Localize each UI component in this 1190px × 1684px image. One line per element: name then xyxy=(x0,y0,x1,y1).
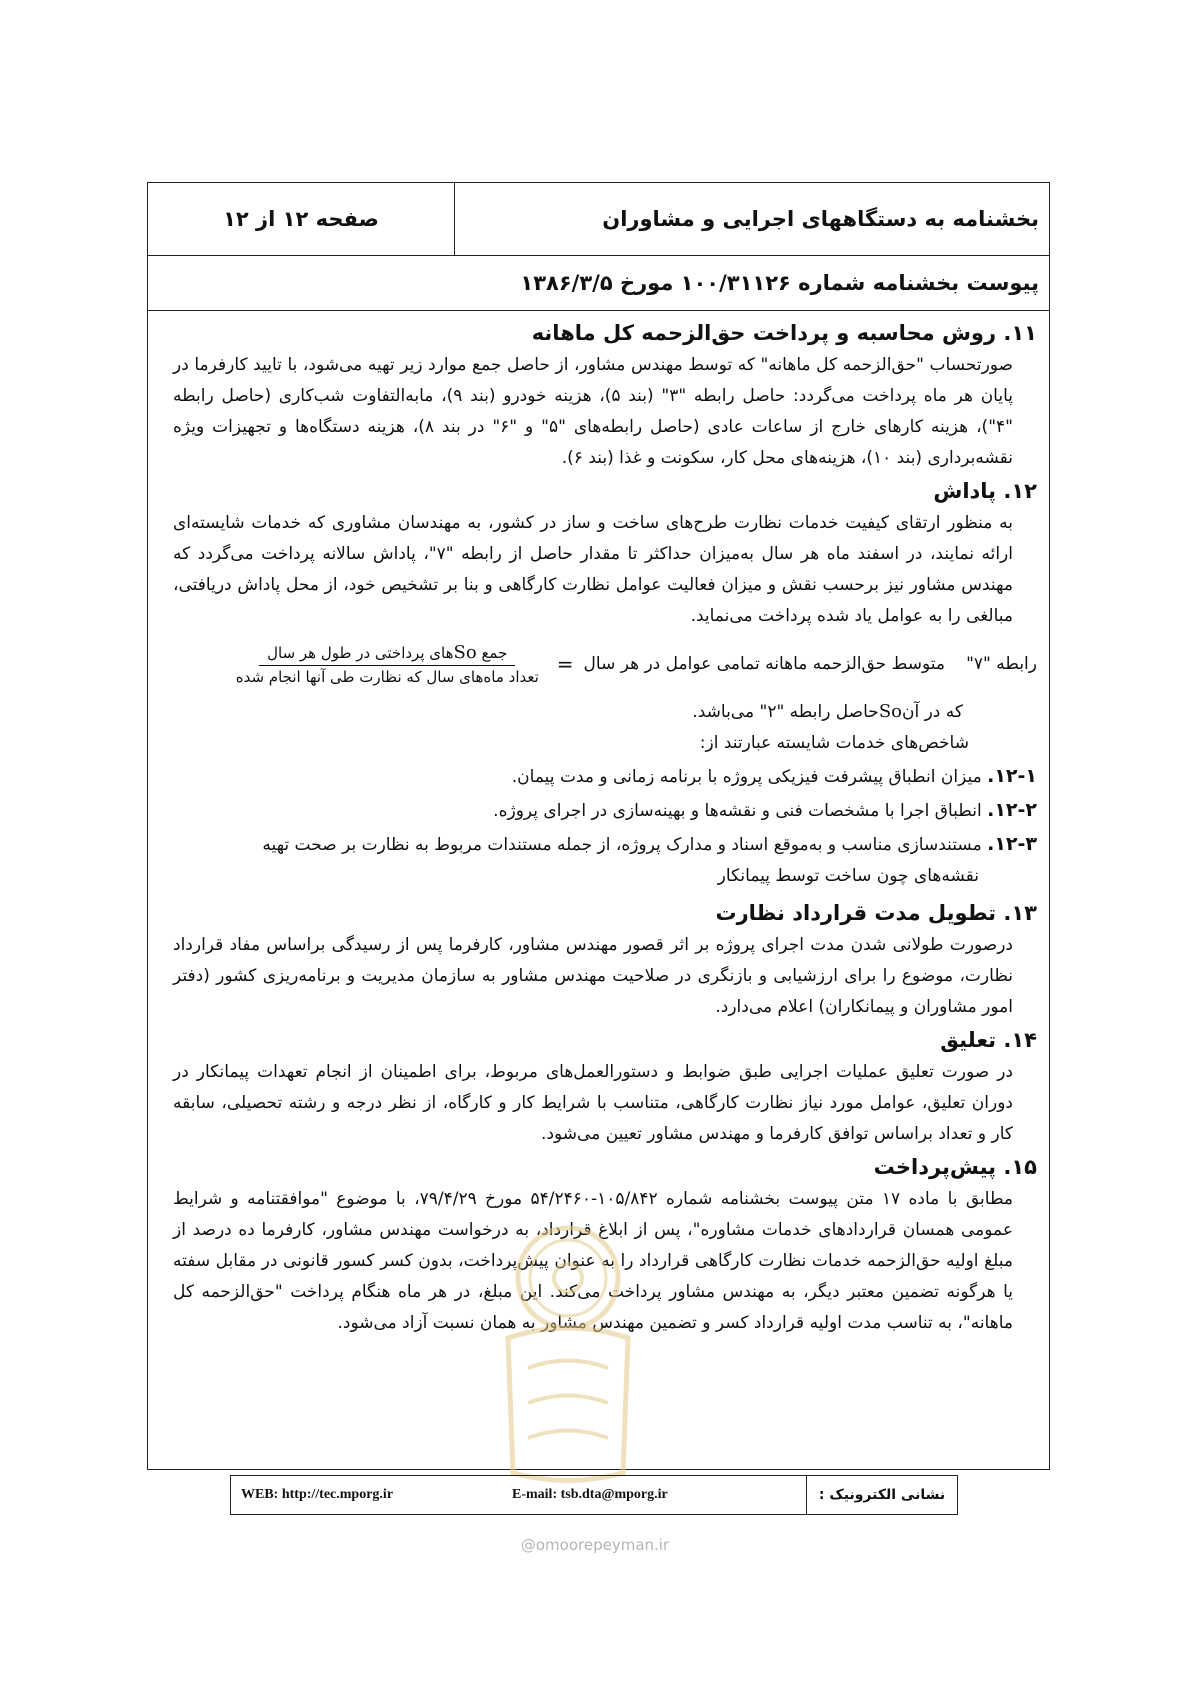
page-number: صفحه ۱۲ از ۱۲ xyxy=(223,207,379,231)
section-11-body: صورتحساب "حق‌الزحمه کل ماهانه" که توسط مهندس مشاور، از حاصل جمع موارد زیر تهیه می‌شود، با تایید کارفرما در پایان هر ماه پرداخت می‌گردد: حاصل رابطه "۳" (بند ۵)، هزینه خودرو (بند ۹)، مابه‌التفاوت شب‌کاری (حاصل رابطه "۴")، هزینه کارهای خارج از ساعات عادی (حاصل رابطه‌های "۵" و "۶" در بند ۸)، هزینه دستگاه‌ها و تجهیزات ویژه نقشه‌برداری (بند ۱۰)، هزینه‌های محل کار، سکونت و غذا (بند ۶). xyxy=(173,355,1013,468)
web-label: WEB: xyxy=(241,1487,279,1502)
criteria-item-1 xyxy=(173,761,1037,793)
section-15-body: مطابق با ماده ۱۷ متن پیوست بخشنامه شماره ۱۰۵/۸۴۲-۵۴/۲۴۶۰ مورخ ۷۹/۴/۲۹، با موضوع "موافقتنامه و شرایط عمومی همسان قراردادهای خدمات مشاوره"، پس از ابلاغ قرارداد، به درخواست مهندس مشاور، کارفرما ده درصد از مبلغ اولیه حق‌الزحمه خدمات نظارت کارگاهی قرارداد را به عنوان پیش‌پرداخت، بدون کسر کسور قانونی در مقابل سفته یا هرگونه تضمین معتبر دیگر، به مهندس مشاور پرداخت می‌کند. این مبلغ، در هر ماه هنگام پرداخت "حق‌الزحمه کل ماهانه"، به تناسب مدت اولیه قرارداد کسر و تضمین مهندس مشاور به همان نسبت آزاد می‌شود. xyxy=(173,1189,1013,1333)
web-link[interactable]: http://tec.mporg.ir xyxy=(281,1487,394,1502)
footer-website xyxy=(231,1487,476,1503)
section-11-heading: ۱۱. روش محاسبه و پرداخت حق‌الزحمه کل ماهانه xyxy=(531,321,1037,345)
numerator-pre: جمع xyxy=(481,644,508,662)
criteria-intro: شاخص‌های خدمات شایسته عبارتند از: xyxy=(699,733,969,753)
criteria-item-number: ۱۲-۲. xyxy=(987,799,1037,821)
formula-label: رابطه "۷" xyxy=(966,654,1037,674)
section-12-heading: ۱۲. پاداش xyxy=(933,479,1037,503)
formula-7 xyxy=(173,632,1037,696)
where-pre: که در آن xyxy=(901,702,963,722)
criteria-item-3 xyxy=(173,829,1037,861)
where-post: حاصل رابطه "۲" می‌باشد. xyxy=(692,702,879,722)
criteria-item-3-continued: نقشه‌های چون ساخت توسط پیمانکار xyxy=(717,866,979,886)
formula-equals: = xyxy=(556,652,574,676)
section-14-heading: ۱۴. تعلیق xyxy=(940,1028,1037,1052)
section-12-body: به منظور ارتقای کیفیت خدمات نظارت طرح‌های ساخت و ساز در کشور، به مهندسان مشاوری که خدمات شایسته‌ای ارائه نمایند، در اسفند ماه هر سال به‌میزان حداکثر تا مقدار حاصل از رابطه "۷"، پاداش سالانه پرداخت می‌گردد که مهندس مشاور نیز برحسب نقش و میزان فعالیت عوامل نظارت کارگاهی و بنا بر تشخیص خود، از محل پاداش دریافتی، مبالغی را به عوامل یاد شده پرداخت می‌نماید. xyxy=(173,513,1013,626)
watermark-text: @omoorepeyman.ir xyxy=(520,1536,670,1554)
circular-title: بخشنامه به دستگاههای اجرایی و مشاوران xyxy=(454,183,1049,255)
section-13-body: درصورت طولانی شدن مدت اجرای پروژه بر اثر قصور مهندس مشاور، کارفرما پس از رسیدگی براساس مفاد قرارداد نظارت، موضوع را برای ارزشیابی و بازنگری در صلاحیت مهندس مشاور به سازمان مدیریت و برنامه‌ریزی کشور (دفتر امور مشاوران و پیمانکاران) اعلام می‌دارد. xyxy=(173,935,1013,1017)
where-symbol: So xyxy=(878,701,902,722)
formula-denominator: تعداد ماه‌های سال که نظارت طی آنها انجام شده xyxy=(235,668,539,686)
section-14-body: در صورت تعلیق عملیات اجرایی طبق ضوابط و دستورالعمل‌های مربوط، برای اطمینان از انجام تعهدات پیمانکار در دوران تعلیق، عوامل مورد نیاز نظارت کارگاهی، متناسب با شرایط کار و کارگاه، از نظر درجه و رشته تحصیلی، سابقه کار و تعداد براساس توافق کارفرما و مهندس مشاور تعیین می‌شود. xyxy=(173,1062,1013,1144)
criteria-item-number: ۱۲-۱. xyxy=(987,765,1037,787)
so-symbol: So xyxy=(453,642,477,663)
header-row xyxy=(148,183,1049,256)
criteria-item-2 xyxy=(173,795,1037,827)
criteria-item-number: ۱۲-۳. xyxy=(987,833,1037,855)
formula-lhs: متوسط حق‌الزحمه ماهانه تمامی عوامل در هر سال xyxy=(583,654,945,674)
email-link[interactable]: tsb.dta@mporg.ir xyxy=(560,1487,668,1502)
document-frame xyxy=(147,182,1050,1470)
email-label: E-mail: xyxy=(512,1487,558,1502)
formula-where xyxy=(173,696,963,728)
annex-title: پیوست بخشنامه شماره ۱۰۰/۳۱۱۲۶ مورخ ۱۳۸۶/۳/۵ xyxy=(148,255,1049,311)
contact-label: نشانی الکترونیک : xyxy=(806,1476,957,1514)
section-13-heading: ۱۳. تطویل مدت قرارداد نظارت xyxy=(715,901,1037,925)
section-15-heading: ۱۵. پیش‌پرداخت xyxy=(873,1155,1037,1179)
criteria-item-text: انطباق اجرا با مشخصات فنی و نقشه‌ها و بهینه‌سازی در اجرای پروژه. xyxy=(493,801,982,821)
formula-fraction xyxy=(228,642,547,686)
criteria-item-text: میزان انطباق پیشرفت فیزیکی پروژه با برنامه زمانی و مدت پیمان. xyxy=(511,767,982,787)
footer-email xyxy=(476,1487,806,1503)
formula-numerator xyxy=(259,642,515,666)
document-body xyxy=(173,316,1037,1339)
numerator-post: های پرداختی در طول هر سال xyxy=(267,644,454,662)
footer-contact xyxy=(230,1475,958,1515)
criteria-item-text: مستندسازی مناسب و به‌موقع اسناد و مدارک پروژه، از جمله مستندات مربوط به نظارت بر صحت تهیه xyxy=(262,835,982,855)
